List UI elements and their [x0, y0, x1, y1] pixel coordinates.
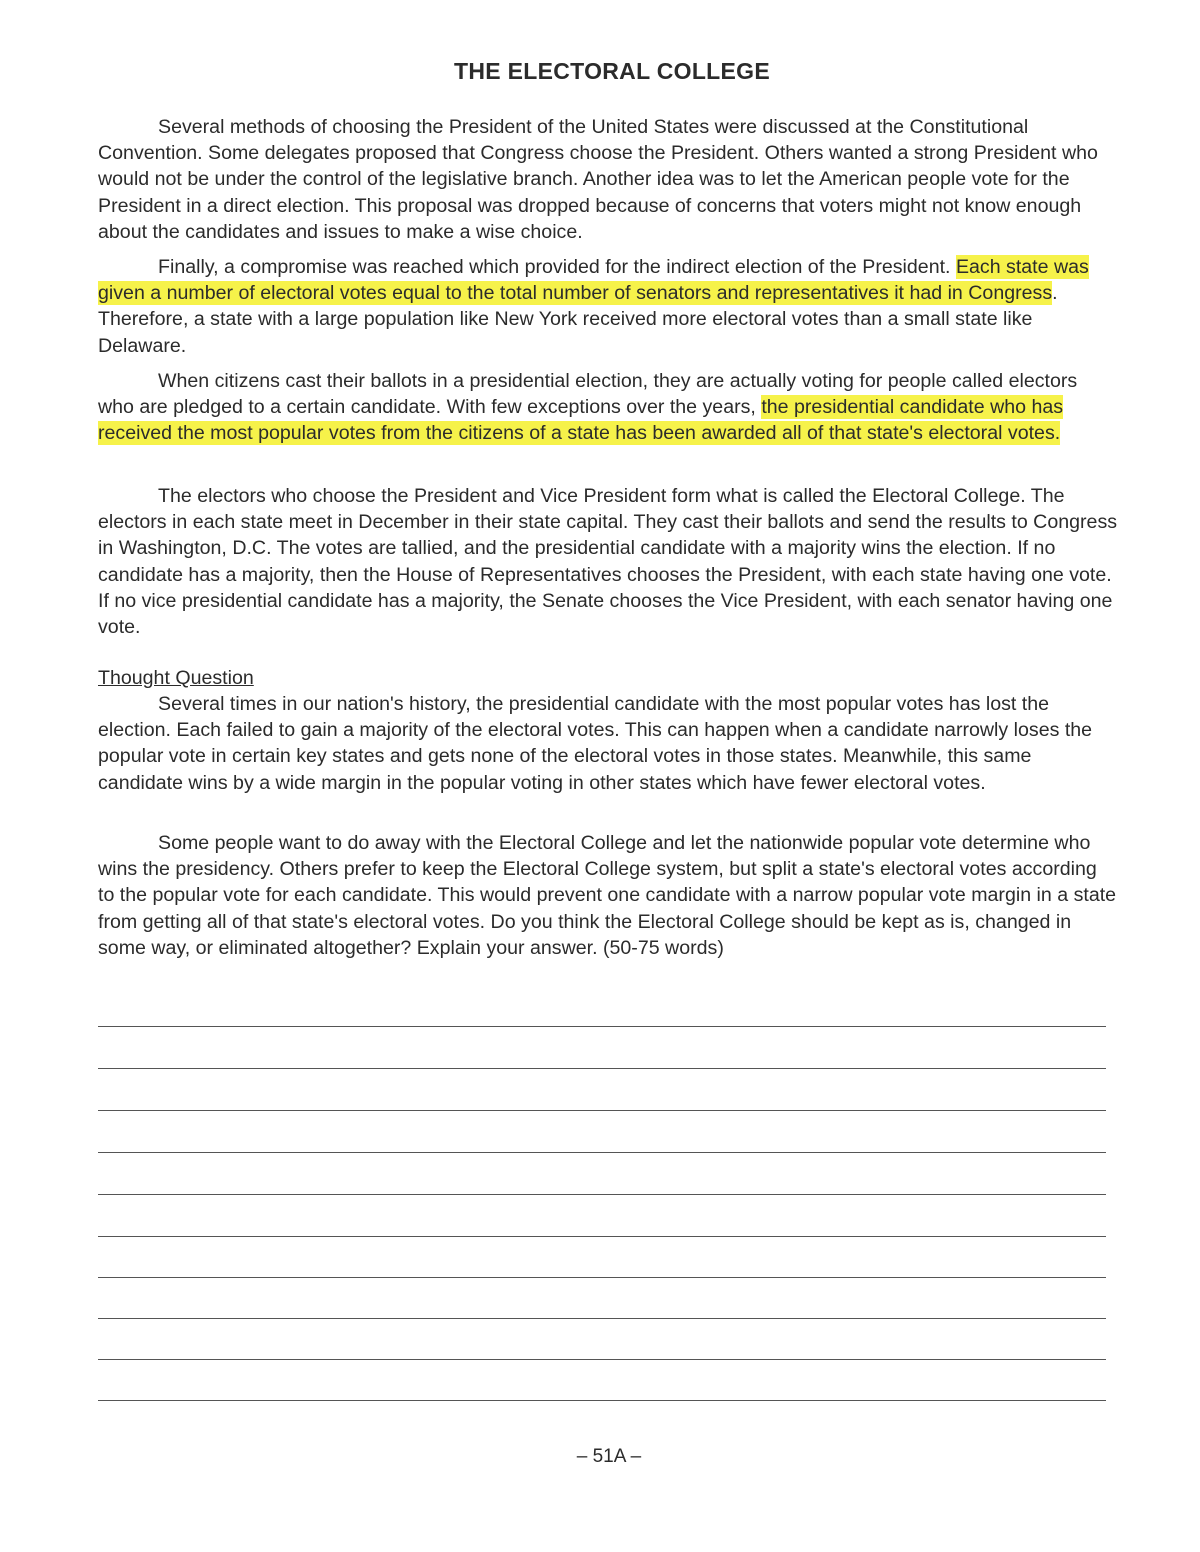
paragraph-compromise-text-end: . Therefore, a state with a large population like New York received more electoral votes than a small state like Delaware.	[98, 282, 1058, 357]
answer-line[interactable]	[98, 1236, 1106, 1237]
thought-question-heading: Thought Question	[98, 667, 254, 689]
answer-line[interactable]	[98, 1026, 1106, 1027]
thought-question-paragraph-2: Some people want to do away with the Electoral College and let the nationwide popular vote determine who wins the presidency. Others prefer to keep the Electoral College system, but split a state's electoral votes according to the popular vote for each candidate. This would prevent one candidate with a narrow popular vote margin in a state from getting all of that state's electoral votes. Do you think the Electoral College should be kept as is, changed in some way, or eliminated altogether? Explain your answer. (50-75 words)	[98, 832, 1117, 959]
answer-line[interactable]	[98, 1110, 1106, 1111]
paragraph-compromise-text: Finally, a compromise was reached which provided for the indirect election of the President.	[158, 256, 956, 278]
answer-line[interactable]	[98, 1277, 1106, 1278]
paragraph-electoral-college: The electors who choose the President and Vice President form what is called the Electoral College. The electors in each state meet in December in their state capital. They cast their ballots and send the results to Congress in Washington, D.C. The votes are tallied, and the presidential candidate with a majority wins the election. If no candidate has a majority, then the House of Representatives chooses the President, with each state having one vote. If no vice presidential candidate has a majority, the Senate chooses the Vice President, with each senator having one vote.	[98, 485, 1118, 639]
answer-line[interactable]	[98, 1194, 1106, 1195]
answer-line[interactable]	[98, 1400, 1106, 1401]
highlighted-text: the presidential candidate who has received the most popular votes from the citizens of a state has been awarded all of that state's electoral votes.	[98, 396, 1064, 445]
page-number: – 51A –	[576, 1446, 642, 1467]
answer-line[interactable]	[98, 1068, 1106, 1069]
answer-line[interactable]	[98, 1318, 1106, 1319]
highlighted-text: Each state was given a number of electoral votes equal to the total number of senators and representatives it had in Congress	[98, 256, 1089, 305]
page-title: THE ELECTORAL COLLEGE	[454, 58, 770, 84]
paragraph-methods: Several methods of choosing the President of the United States were discussed at the Constitutional Convention. Some delegates proposed that Congress choose the President. Others wanted a strong President who would not be under the control of the legislative branch. Another idea was to let the American people vote for the President in a direct election. This proposal was dropped because of concerns that voters might not know enough about the candidates and issues to make a wise choice.	[98, 116, 1098, 243]
answer-line[interactable]	[98, 1152, 1106, 1153]
answer-line[interactable]	[98, 1359, 1106, 1360]
paragraph-electors	[98, 368, 1118, 447]
paragraph-electors-text: When citizens cast their ballots in a presidential election, they are actually voting for people called electors who are pledged to a certain candidate. With few exceptions over the years,	[98, 370, 1078, 419]
thought-question-paragraph-1: Several times in our nation's history, the presidential candidate with the most popular votes has lost the election. Each failed to gain a majority of the electoral votes. This can happen when a candidate narrowly loses the popular vote in certain key states and gets none of the electoral votes in those states. Meanwhile, this same candidate wins by a wide margin in the popular voting in other states which have fewer electoral votes.	[98, 693, 1093, 794]
paragraph-compromise	[98, 254, 1118, 359]
